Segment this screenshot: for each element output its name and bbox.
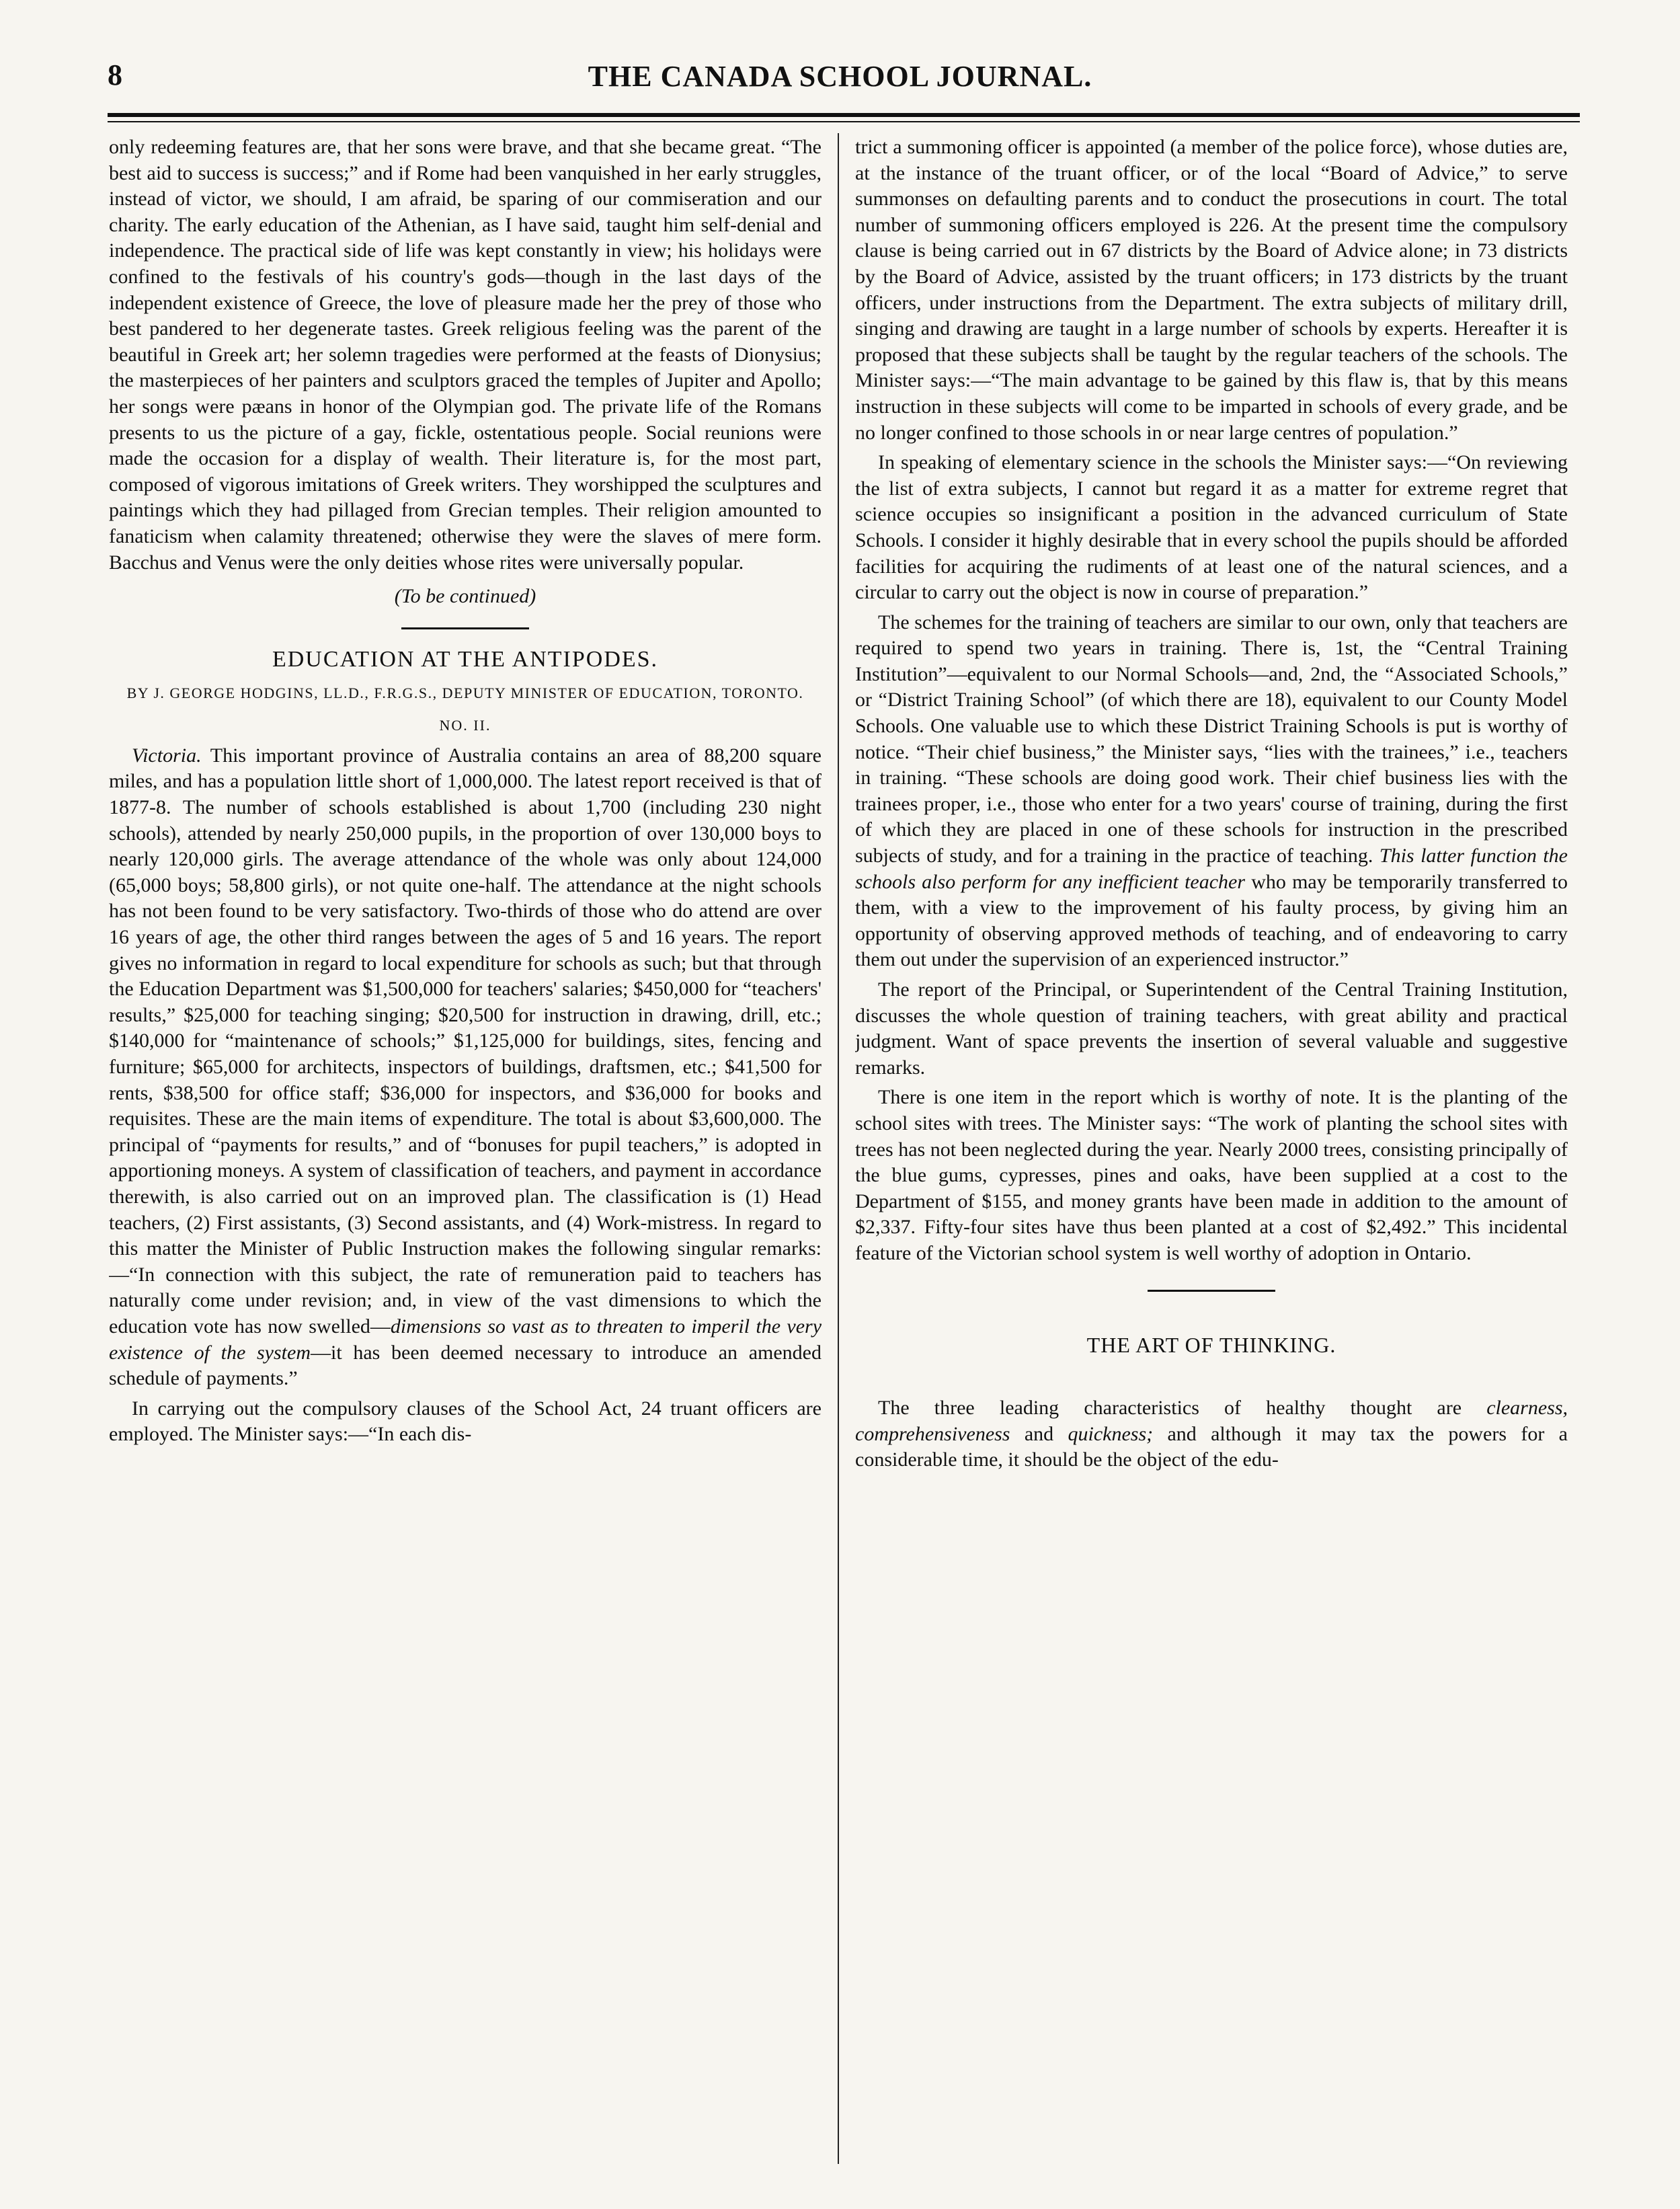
to-be-continued: (To be continued) bbox=[394, 585, 536, 608]
article-divider bbox=[1148, 1290, 1275, 1292]
art-of-thinking-title: THE ART OF THINKING. bbox=[1086, 1332, 1336, 1357]
schemes-italic: This latter function the schools also perform for any inefficient teacher bbox=[855, 845, 1568, 893]
victoria-end: —it has been deemed necessary to introduce an amended schedule of payments.” bbox=[109, 1341, 822, 1390]
victoria-italic: dimensions so vast as to threaten to imperil the very existence of the system bbox=[109, 1315, 822, 1364]
header-rule-thin bbox=[108, 121, 1580, 122]
art-mid: and bbox=[1010, 1422, 1068, 1445]
paragraph-trees: There is one item in the report which is worthy of note. It is the planting of the school sites with trees. The Minister says: “The work of planting the school sites with trees has not been neglected during the year. Nearly 2000 trees, consisting principally of the blue gums, cypresses, pines and oaks, have been supplied at a cost to the Department of $155, and money grants have been made in addition to the amount of $2,337. Fifty-four sites have thus been planted at a cost of $2,492.” This incidental feature of the Victorian school system is well worthy of adoption in Ontario. bbox=[855, 1086, 1568, 1264]
paragraph-science: In speaking of elementary science in the schools the Minister says:—“On reviewing the list of extra subjects, I cannot but regard it as a matter for extreme regret that science occupies so insignificant a position in the advanced curriculum of State Schools. I consider it highly desirable that in every school the pupils should be afforded facilities for acquiring the rudiments of at least one of the natural sciences, and a circular to carry out the object is now in course of preparation.” bbox=[855, 451, 1568, 604]
paragraph-report: The report of the Principal, or Superintendent of the Central Training Institution, discusses the whole question of training teachers, with great ability and practical judgment. Want of space prevents the insertion of several valuable and suggestive remarks. bbox=[855, 978, 1568, 1079]
paragraph-opening: only redeeming features are, that her sons were brave, and that she became great. “The best aid to success is success;” and if Rome had been vanquished in her early struggles, instead of victor, we should, I am afraid, be sparing of our commiseration and our charity. The early education of the Athenian, as I have said, taught him self-denial and independence. The practical side of life was kept constantly in view; his holidays were confined to the festivals of his country's gods—though in the last days of the independent existence of Greece, the love of pleasure made her the prey of those who best pandered to her degenerate tastes. Greek religious feeling was the parent of the beautiful in Greek art; her solemn tragedies were performed at the feasts of Dionysius; the masterpieces of her painters and sculptors graced the temples of Jupiter and Apollo; her songs were pæans in honor of the Olympian god. The private life of the Romans presents to us the picture of a gay, fickle, ostentatious people. Social reunions were made the occasion for a display of wealth. Their literature is, for the most part, composed of vigorous imitations of Greek writers. They worshipped the sculptures and paintings which they had pillaged from Grecian temples. Their religion amounted to fanaticism when calamity threatened; otherwise they were the slaves of mere form. Bacchus and Venus were the only deities whose rites were universally popular. bbox=[109, 136, 822, 574]
schemes-end: who may be temporarily transferred to them, with a view to the improvement of his faulty process, by giving him an opportunity of observing approved methods of teaching, and of endeavoring to carry them out under the supervision of an experienced instructor.” bbox=[855, 870, 1568, 971]
paragraph-victoria bbox=[109, 743, 822, 1392]
journal-title: THE CANADA SCHOOL JOURNAL. bbox=[588, 60, 1092, 93]
paragraph-continuation: trict a summoning officer is appointed (a member of the police force), whose duties are, at the instance of the truant officer, or of the local “Board of Advice,” to serve summonses on defaulting parents and to conduct the prosecutions in court. The total number of summoning officers employed is 226. At the present time the compulsory clause is being carried out in 67 districts by the Board of Advice alone; in 73 districts by the Board of Advice, assisted by the truant officers; in 173 districts by the truant officers, under instructions from the Department. The extra subjects of military drill, singing and drawing are taught in a large number of schools by experts. Hereafter it is proposed that these subjects shall be taught by the regular teachers of the schools. The Minister says:—“The main advantage to be gained by this flaw is, that by this means instruction in these subjects will come to be imparted in schools of every grade, and be no longer confined to those schools in or near large centres of population.” bbox=[855, 136, 1568, 444]
header-rule-thick bbox=[108, 113, 1580, 117]
page-number: 8 bbox=[108, 59, 122, 91]
schemes-text: The schemes for the training of teachers are similar to our own, only that teachers are required to spend two years in training. There is, 1st, the “Central Training Institution”—equivalent to our Normal Schools—and, 2nd, the “Associated Schools,” or “District Training School” (of which there are 18), equivalent to our County Model Schools. One valuable use to which these District Training Schools is put is worthy of notice. “Their chief business,” the Minister says, “lies with the trainees,” i.e., teachers in training. “These schools are doing good work. Their chief business lies with the trainees proper, i.e., those who enter for a two years' course of training, during the first of which they are placed in one of these schools for instruction in the prescribed subjects of study, and for a training in the practice of teaching. bbox=[855, 611, 1568, 867]
art-start: The three leading characteristics of healthy thought are bbox=[878, 1397, 1487, 1420]
paragraph-schemes bbox=[855, 610, 1568, 973]
right-column bbox=[855, 134, 1568, 2165]
art-italic-2: quickness; bbox=[1068, 1422, 1154, 1445]
art-italic: clearness, comprehensiveness bbox=[855, 1397, 1568, 1445]
column-divider bbox=[838, 133, 839, 2164]
art-end: and although it may tax the powers for a considerable time, it should be the object of the edu- bbox=[855, 1422, 1568, 1471]
paragraph-art bbox=[855, 1395, 1568, 1473]
victoria-label: Victoria. bbox=[132, 744, 202, 767]
section-title: EDUCATION AT THE ANTIPODES. bbox=[272, 646, 659, 672]
author-byline: BY J. GEORGE HODGINS, LL.D., F.R.G.S., DEPUTY MINISTER OF EDUCATION, TORONTO. bbox=[126, 685, 804, 702]
section-divider bbox=[401, 627, 529, 629]
paragraph-truant: In carrying out the compulsory clauses of the School Act, 24 truant officers are employed. The Minister says:—“In each dis- bbox=[109, 1397, 822, 1446]
victoria-text: This important province of Australia contains an area of 88,200 square miles, and has a population little short of 1,000,000. The latest report received is that of 1877-8. The number of schools established is about 1,700 (including 230 night schools), attended by nearly 250,000 pupils, in the proportion of over 130,000 boys to nearly 120,000 girls. The average attendance of the whole was only about 124,000 (65,000 boys; 58,800 girls), or not quite one-half. The attendance at the night schools has not been found to be very satisfactory. Two-thirds of those who do attend are over 16 years of age, the other third ranges between the ages of 5 and 16 years. The report gives no information in regard to local expenditure for schools as such; but that through the Education Department was $1,500,000 for teachers' salaries; $450,000 for “teachers' results,” $25,000 for teaching singing; $20,500 for instruction in drawing, drill, etc.; $140,000 for “maintenance of schools;” $1,125,000 for buildings, sites, fencing and furniture; $65,000 for architects, inspectors of buildings, draftsmen, etc.; $41,500 for rents, $38,500 for office staff; $36,000 for inspectors, and $36,000 for books and requisites. These are the main items of expenditure. The total is about $3,600,000. The principal of “payments for results,” and of “bonuses for pupil teachers,” is adopted in apportioning moneys. A system of classification of teachers, and payment in accordance therewith, is also carried out on an improved plan. The classification is (1) Head teachers, (2) First assistants, (3) Second assistants, and (4) Work-mistress. In regard to this matter the Minister of Public Instruction makes the following singular remarks:—“In connection with this subject, the rate of remuneration paid to teachers has naturally come under revision; and, in view of the vast dimensions to which the education vote has now swelled— bbox=[109, 744, 822, 1338]
left-column bbox=[109, 134, 822, 2165]
article-number: NO. II. bbox=[439, 717, 491, 734]
